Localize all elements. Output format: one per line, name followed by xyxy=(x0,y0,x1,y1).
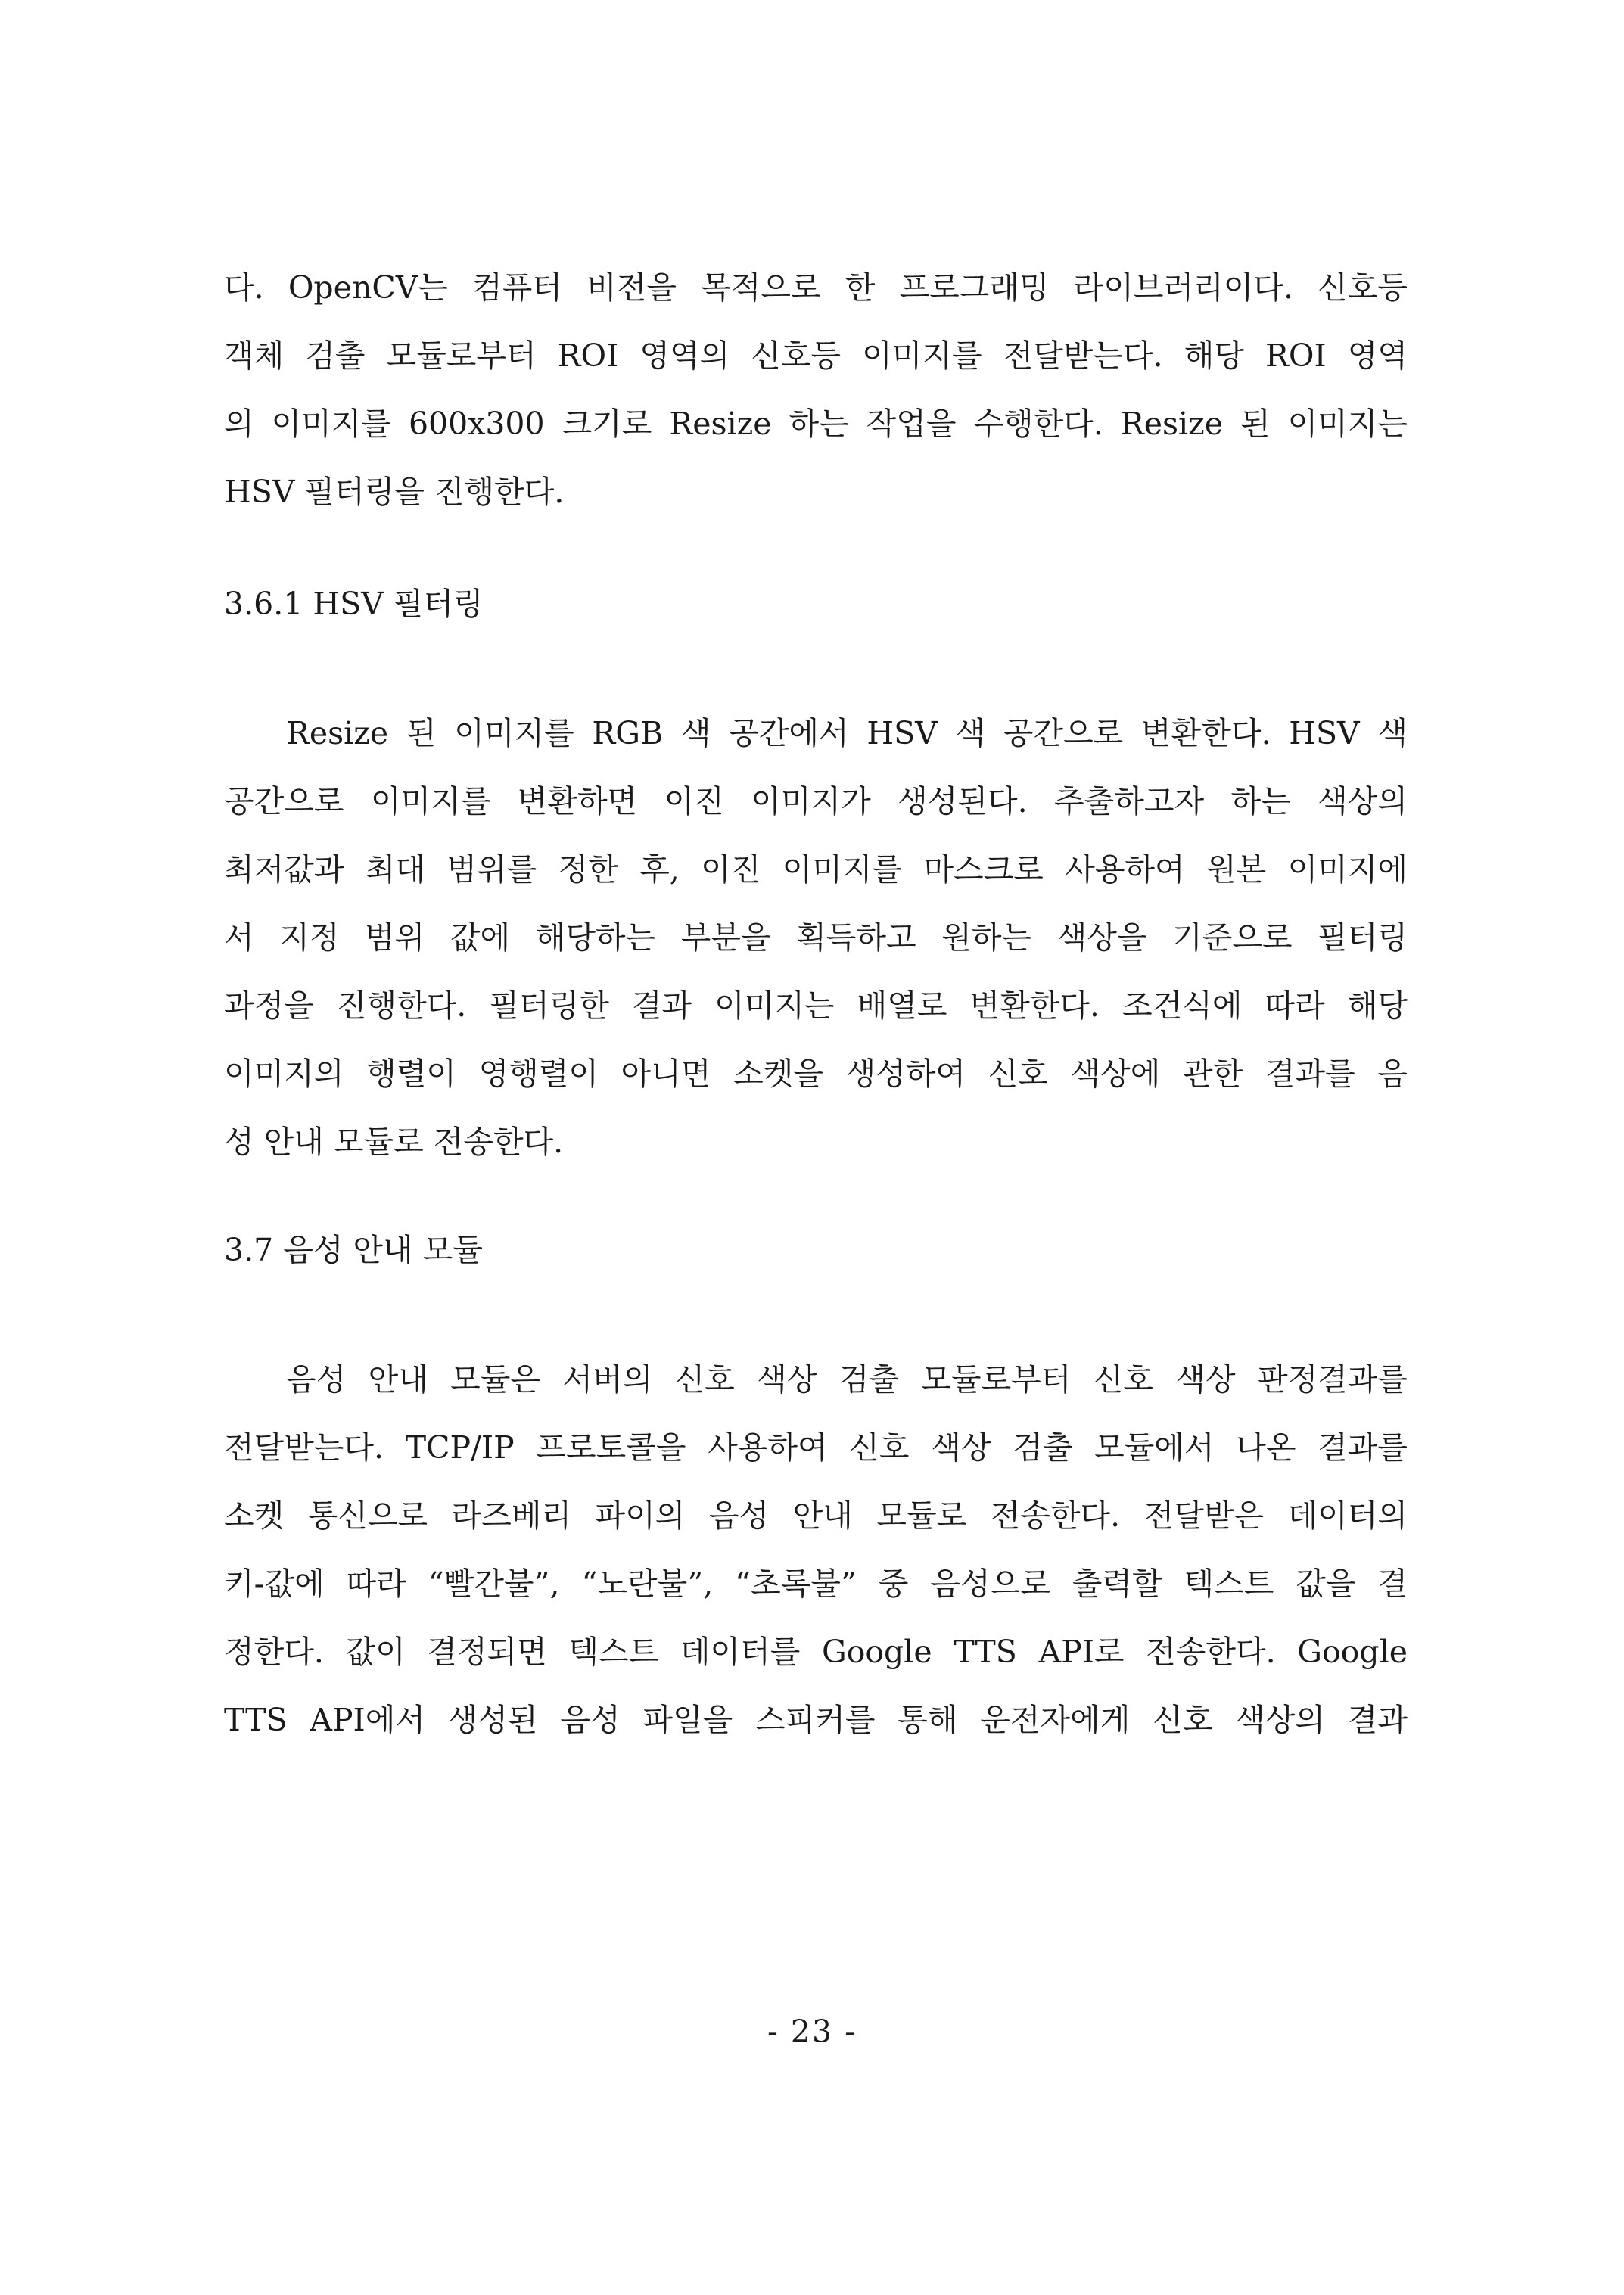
text-line: HSV 필터링을 진행한다. xyxy=(224,474,565,510)
paragraph-opencv xyxy=(224,253,1408,526)
text-line: 공간으로 이미지를 변환하면 이진 이미지가 생성된다. 추출하고자 하는 색상의 xyxy=(224,783,1408,819)
text-line: 다. OpenCV는 컴퓨터 비전을 목적으로 한 프로그래밍 라이브러리이다. 신호등 xyxy=(224,269,1408,306)
text-line: 소켓 통신으로 라즈베리 파이의 음성 안내 모듈로 전송한다. 전달받은 데이터의 xyxy=(224,1497,1408,1534)
text-line: 키-값에 따라 “빨간불”, “노란불”, “초록불” 중 음성으로 출력할 텍스트 값을 결 xyxy=(224,1566,1408,1602)
text-line: 전달받는다. TCP/IP 프로토콜을 사용하여 신호 색상 검출 모듈에서 나온 결과를 xyxy=(224,1429,1408,1466)
section-heading-3-6-1: 3.6.1 HSV 필터링 xyxy=(224,586,484,622)
text-line: 과정을 진행한다. 필터링한 결과 이미지는 배열로 변환한다. 조건식에 따라 해당 xyxy=(224,987,1408,1024)
text-line: Resize 된 이미지를 RGB 색 공간에서 HSV 색 공간으로 변환한다. HSV 색 xyxy=(286,715,1408,751)
text-line: 정한다. 값이 결정되면 텍스트 데이터를 Google TTS API로 전송한다. Google xyxy=(224,1634,1408,1670)
text-line: 이미지의 행렬이 영행렬이 아니면 소켓을 생성하여 신호 색상에 관한 결과를 음 xyxy=(224,1056,1408,1092)
page-number: - 23 - xyxy=(767,2014,857,2050)
section-heading-3-7: 3.7 음성 안내 모듈 xyxy=(224,1232,483,1268)
text-line: TTS API에서 생성된 음성 파일을 스피커를 통해 운전자에게 신호 색상의 결과 xyxy=(224,1702,1408,1738)
paragraph-hsv-filtering xyxy=(224,699,1408,1176)
text-line: 의 이미지를 600x300 크기로 Resize 하는 작업을 수행한다. Resize 된 이미지는 xyxy=(224,406,1408,442)
text-line: 객체 검출 모듈로부터 ROI 영역의 신호등 이미지를 전달받는다. 해당 ROI 영역 xyxy=(224,337,1408,374)
paragraph-voice-guide xyxy=(224,1345,1408,1754)
text-line: 음성 안내 모듈은 서버의 신호 색상 검출 모듈로부터 신호 색상 판정결과를 xyxy=(286,1361,1408,1398)
text-line: 성 안내 모듈로 전송한다. xyxy=(224,1124,564,1160)
text-line: 최저값과 최대 범위를 정한 후, 이진 이미지를 마스크로 사용하여 원본 이미지에 xyxy=(224,851,1408,888)
text-line: 서 지정 범위 값에 해당하는 부분을 획득하고 원하는 색상을 기준으로 필터링 xyxy=(224,919,1408,956)
